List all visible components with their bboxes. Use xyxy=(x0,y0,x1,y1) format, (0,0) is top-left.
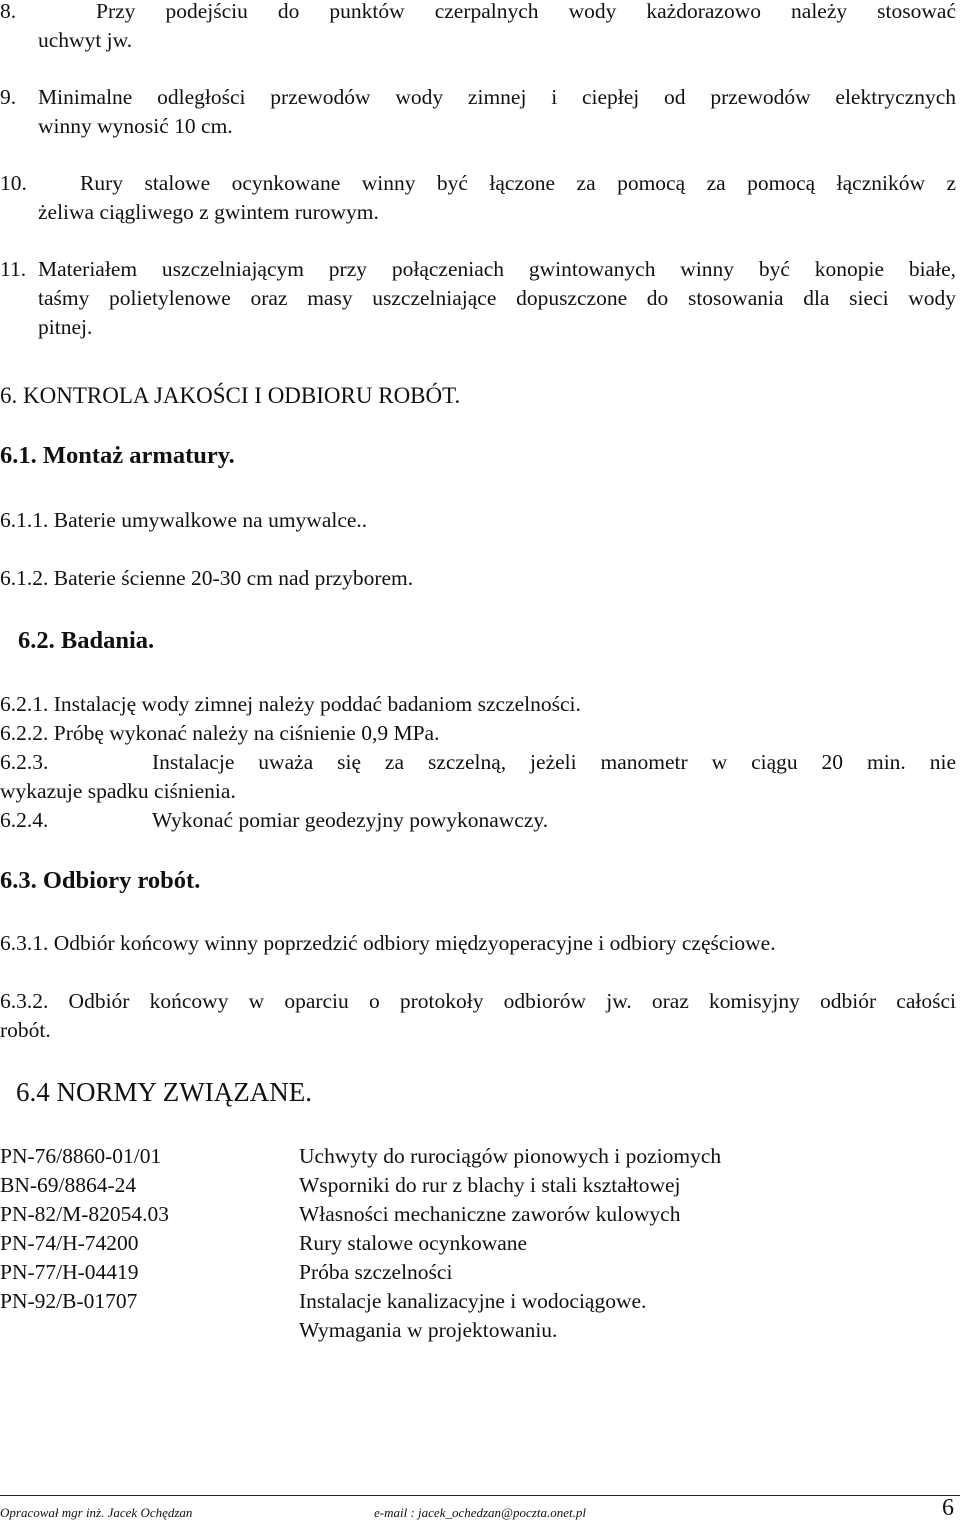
paragraph-line: Instalacje uważa się za szczelną, jeżeli manometr w ciągu 20 min. nie xyxy=(152,750,956,774)
paragraph-line: wykazuje spadku ciśnienia. xyxy=(0,779,236,803)
section-heading: 6. KONTROLA JAKOŚCI I ODBIORU ROBÓT. xyxy=(0,383,461,408)
paragraph: 6.2.1. Instalację wody zimnej należy poddać badaniom szczelności. xyxy=(0,692,581,716)
norm-code: PN-92/B-01707 xyxy=(0,1289,138,1313)
paragraph: 6.1.2. Baterie ścienne 20-30 cm nad przyborem. xyxy=(0,566,414,590)
norm-description: Własności mechaniczne zaworów kulowych xyxy=(299,1202,681,1226)
subsection-heading: 6.2. Badania. xyxy=(18,627,155,654)
paragraph: 6.2.2. Próbę wykonać należy na ciśnienie 0,9 MPa. xyxy=(0,721,440,745)
norm-description: Wymagania w projektowaniu. xyxy=(299,1318,558,1342)
norm-description: Instalacje kanalizacyjne i wodociągowe. xyxy=(299,1289,647,1313)
footer-rule xyxy=(0,1495,960,1496)
item-number: 11. xyxy=(0,257,27,281)
paragraph-number: 6.2.4. xyxy=(0,808,49,832)
paragraph-line: Wykonać pomiar geodezyjny powykonawczy. xyxy=(152,808,549,832)
item-text-line: Rury stalowe ocynkowane winny być łączone za pomocą za pomocą łączników z xyxy=(80,171,956,195)
paragraph: 6.1.1. Baterie umywalkowe na umywalce.. xyxy=(0,508,368,532)
norm-description: Rury stalowe ocynkowane xyxy=(299,1231,528,1255)
item-text-line: uchwyt jw. xyxy=(38,28,133,52)
item-text-line: Materiałem uszczelniającym przy połączeniach gwintowanych winny być konopie białe, xyxy=(38,257,956,281)
norm-description: Uchwyty do rurociągów pionowych i poziomych xyxy=(299,1144,722,1168)
norm-code: PN-76/8860-01/01 xyxy=(0,1144,162,1168)
item-number: 10. xyxy=(0,171,27,195)
paragraph: 6.3.1. Odbiór końcowy winny poprzedzić odbiory międzyoperacyjne i odbiory częściowe. xyxy=(0,931,776,955)
norm-description: Próba szczelności xyxy=(299,1260,453,1284)
norm-code: PN-74/H-74200 xyxy=(0,1231,139,1255)
subsection-heading: 6.3. Odbiory robót. xyxy=(0,867,201,894)
paragraph-number: 6.2.3. xyxy=(0,750,49,774)
page-number: 6 xyxy=(942,1495,954,1521)
subsection-heading: 6.1. Montaż armatury. xyxy=(0,442,235,469)
item-text-line: Przy podejściu do punktów czerpalnych wody każdorazowo należy stosować xyxy=(96,0,956,23)
footer-email: e-mail : jacek_ochedzan@poczta.onet.pl xyxy=(374,1505,586,1520)
footer-author: Opracował mgr inż. Jacek Ochędzan xyxy=(0,1505,193,1520)
norm-description: Wsporniki do rur z blachy i stali kształtowej xyxy=(299,1173,681,1197)
item-text-line: taśmy polietylenowe oraz masy uszczelniające dopuszczone do stosowania dla sieci wody xyxy=(38,286,956,310)
norm-code: BN-69/8864-24 xyxy=(0,1173,137,1197)
paragraph-line: 6.3.2. Odbiór końcowy w oparciu o protokoły odbiorów jw. oraz komisyjny odbiór całości xyxy=(0,989,956,1013)
paragraph-line: robót. xyxy=(0,1018,51,1042)
item-number: 8. xyxy=(0,0,17,23)
item-text-line: żeliwa ciągliwego z gwintem rurowym. xyxy=(38,200,379,224)
item-text-line: winny wynosić 10 cm. xyxy=(38,114,233,138)
subsection-heading: 6.4 NORMY ZWIĄZANE. xyxy=(16,1077,312,1107)
item-text-line: pitnej. xyxy=(38,315,93,339)
norm-code: PN-82/M-82054.03 xyxy=(0,1202,170,1226)
item-number: 9. xyxy=(0,85,17,109)
norm-code: PN-77/H-04419 xyxy=(0,1260,139,1284)
item-text-line: Minimalne odległości przewodów wody zimnej i ciepłej od przewodów elektrycznych xyxy=(38,85,956,109)
